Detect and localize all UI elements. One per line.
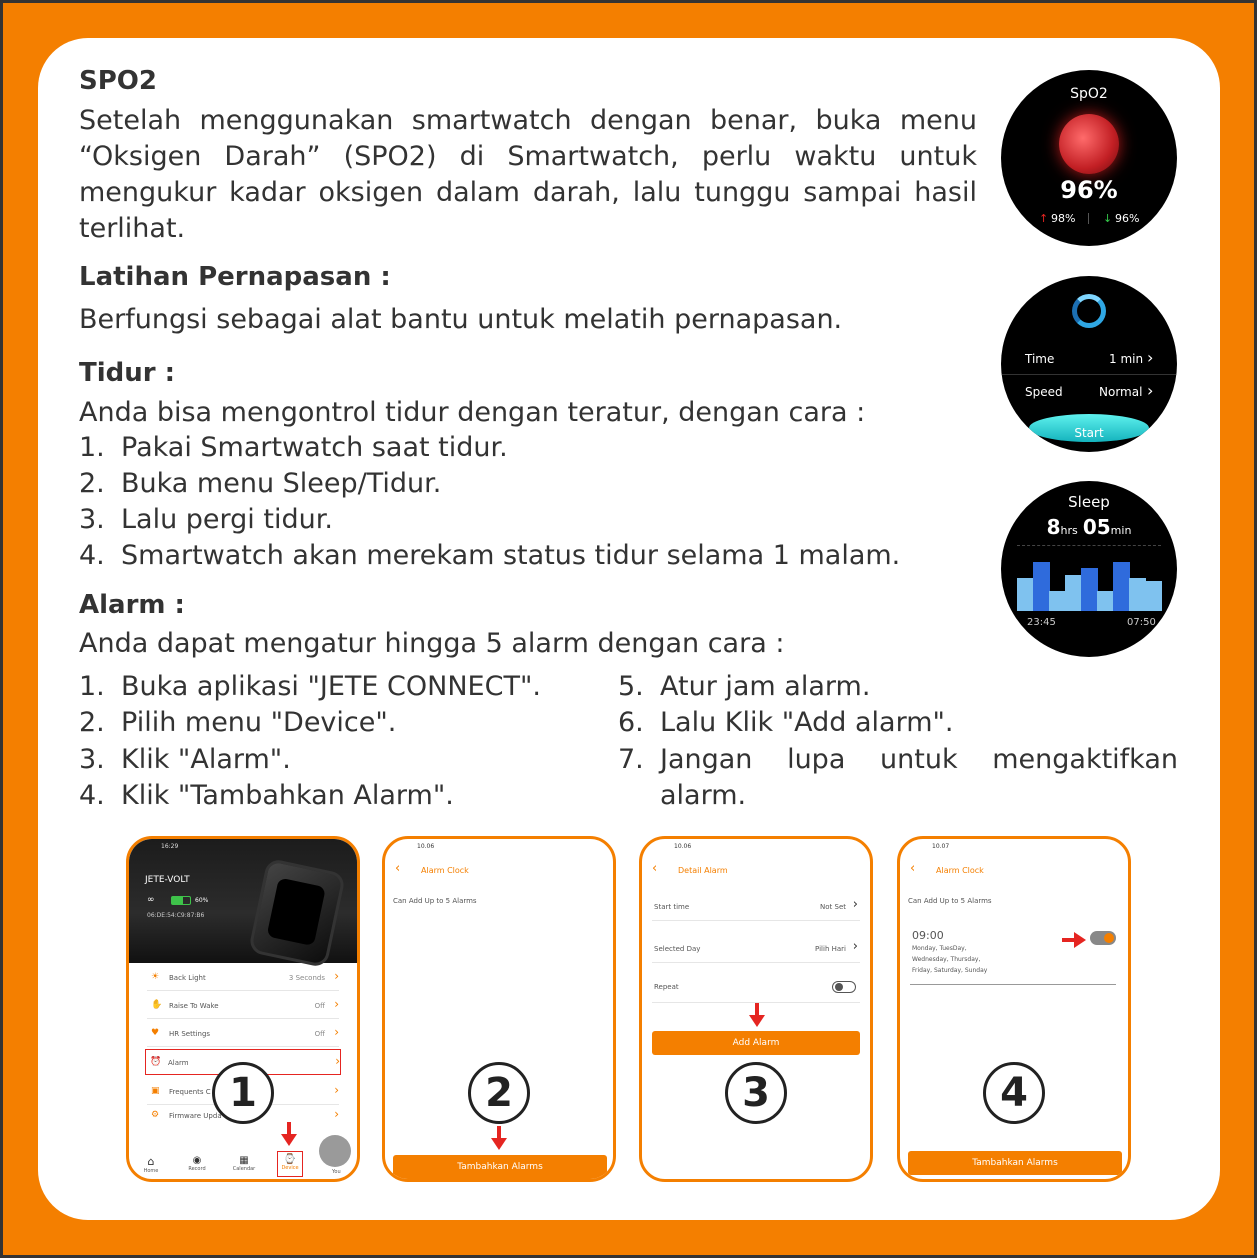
sleep-bar (1129, 578, 1146, 611)
sleep-bar (1065, 575, 1082, 611)
watch-spo2 (1001, 70, 1177, 246)
nav-home[interactable]: ⌂ Home (139, 1155, 163, 1174)
alarm-clock-icon: ⏰ (150, 1057, 162, 1067)
watch-spo2-title: SpO2 (1070, 86, 1108, 102)
alarm-days: Friday, Saturday, Sunday (912, 967, 988, 974)
watch-sleep-title: Sleep (1068, 493, 1110, 511)
watch-spo2-value: 96% (1060, 176, 1118, 204)
link-icon: ∞ (147, 895, 155, 905)
menu-firmware[interactable]: ⚙ Firmware Upda › (151, 1107, 339, 1121)
screen-title: Alarm Clock (936, 866, 984, 875)
menu-hr-settings[interactable]: ♥ HR Settings Off › (147, 1021, 339, 1047)
nav-you: You (332, 1169, 341, 1175)
sleep-start-time: 23:45 (1027, 617, 1056, 628)
sleep-hrs-unit: hrs (1060, 524, 1078, 537)
sleep-bar (1033, 562, 1050, 612)
status-bar: 16:29 (161, 843, 179, 850)
start-time-row[interactable]: Start time Not Set › (652, 895, 860, 921)
calendar-icon: ▦ (239, 1155, 249, 1166)
chevron-right-icon: › (1147, 381, 1154, 400)
arrow-up-icon: ↑ (1039, 212, 1049, 225)
alarm-toggle[interactable] (1090, 931, 1116, 945)
alarm-title: Alarm : (79, 590, 185, 620)
record-icon: ◉ (192, 1155, 202, 1166)
phone-screen-detail-alarm (639, 836, 873, 1182)
divider (1001, 374, 1177, 375)
alarm-days: Monday, TuesDay, (912, 945, 967, 952)
sun-icon: ☀ (151, 972, 160, 982)
watch-icon: ⌚ (283, 1154, 297, 1165)
mac-address: 06:DE:54:C9:87:B6 (147, 912, 205, 919)
sleep-min: 05 (1082, 515, 1111, 539)
nav-calendar[interactable]: ▦ Calendar (232, 1155, 256, 1172)
chevron-right-icon: › (852, 939, 858, 954)
breath-time-label: Time (1025, 352, 1055, 366)
watch-breathing (1001, 276, 1177, 452)
battery-icon (171, 896, 191, 905)
sleep-bar (1049, 591, 1066, 611)
breath-speed-label: Speed (1025, 385, 1063, 399)
arrow-down-indicator (749, 1003, 765, 1027)
arrow-right-indicator (1062, 932, 1088, 948)
breathing-body: Berfungsi sebagai alat bantu untuk melatih pernapasan. (79, 304, 843, 335)
status-bar: 10.06 (417, 843, 435, 850)
heart-icon: ♥ (151, 1028, 160, 1038)
menu-alarm[interactable]: ⏰ Alarm › (145, 1049, 341, 1075)
breath-time-value: 1 min (1109, 352, 1144, 366)
step-number-badge: 4 (983, 1062, 1045, 1124)
sleep-bar (1145, 581, 1162, 611)
screen-title: Detail Alarm (678, 866, 728, 875)
arrow-down-indicator (281, 1122, 297, 1146)
sleep-hrs: 8 (1046, 515, 1061, 539)
step-number-badge: 3 (725, 1062, 787, 1124)
spo2-body: Setelah menggunakan smartwatch dengan benar, buka menu “Oksigen Darah” (SPO2) di Smartwatch, perlu waktu untuk mengukur kadar oksigen dalam darah, lalu tunggu sampai hasil terlihat. (79, 105, 977, 244)
chevron-right-icon: › (334, 1083, 339, 1097)
breath-speed-value: Normal (1099, 385, 1143, 399)
alarm-limit-note: Can Add Up to 5 Alarms (908, 897, 992, 905)
arrow-down-indicator (491, 1126, 507, 1150)
divider (1088, 213, 1089, 224)
alarm-limit-note: Can Add Up to 5 Alarms (393, 897, 477, 905)
list-item-continuation: alarm. (660, 780, 747, 811)
chevron-right-icon: › (334, 1107, 339, 1121)
chevron-right-icon: › (335, 1054, 340, 1068)
add-alarm-button[interactable]: Tambahkan Alarms (393, 1155, 607, 1179)
breathing-icon (1072, 294, 1106, 328)
watch-sleep (1001, 481, 1177, 657)
sleep-chart (1017, 545, 1161, 611)
alarm-time: 09:00 (912, 929, 944, 942)
menu-raise-to-wake[interactable]: ✋ Raise To Wake Off › (147, 993, 339, 1019)
add-alarm-button[interactable]: Tambahkan Alarms (908, 1151, 1122, 1175)
sleep-bar (1113, 562, 1130, 612)
back-chevron-icon[interactable]: ‹ (910, 861, 916, 876)
back-chevron-icon[interactable]: ‹ (395, 861, 401, 876)
breath-start-label: Start (1074, 426, 1104, 440)
back-chevron-icon[interactable]: ‹ (652, 861, 658, 876)
contacts-icon: ▣ (151, 1086, 160, 1096)
blood-cell-icon (1059, 114, 1119, 174)
nav-record[interactable]: ◉ Record (185, 1155, 209, 1172)
spo2-title: SPO2 (79, 66, 157, 96)
home-icon: ⌂ (147, 1155, 155, 1168)
hand-icon: ✋ (151, 1000, 163, 1010)
status-bar: 10.06 (674, 843, 692, 850)
watch-spo2-high: 98% (1051, 212, 1076, 225)
chevron-right-icon: › (1147, 348, 1154, 367)
sleep-title: Tidur : (79, 358, 176, 388)
chevron-right-icon: › (852, 897, 858, 912)
nav-device[interactable]: ⌚ Device (277, 1151, 303, 1177)
avatar[interactable] (319, 1135, 351, 1167)
selected-day-row[interactable]: Selected Day Pilih Hari › (652, 937, 860, 963)
breathing-title: Latihan Pernapasan : (79, 262, 391, 292)
sleep-bar (1097, 591, 1114, 611)
phone-screen-device (126, 836, 360, 1182)
repeat-row: Repeat (652, 977, 860, 1003)
sleep-bar (1017, 578, 1034, 611)
step-number-badge: 1 (212, 1062, 274, 1124)
device-name: JETE-VOLT (145, 875, 190, 885)
menu-back-light[interactable]: ☀ Back Light 3 Seconds › (147, 965, 339, 991)
alarm-days: Wednesday, Thursday, (912, 956, 981, 963)
battery-level: 60% (195, 897, 209, 904)
sleep-min-unit: min (1110, 524, 1132, 537)
repeat-toggle[interactable] (832, 981, 856, 993)
watch-spo2-low: 96% (1115, 212, 1140, 225)
step-number-badge: 2 (468, 1062, 530, 1124)
sleep-duration (1001, 515, 1177, 539)
status-bar: 10.07 (932, 843, 950, 850)
sleep-intro: Anda bisa mengontrol tidur dengan teratur, dengan cara : (79, 397, 866, 428)
chevron-right-icon: › (334, 969, 339, 983)
menu-frequents[interactable]: ▣ Frequents C › (147, 1079, 339, 1105)
chevron-right-icon: › (334, 997, 339, 1011)
chevron-right-icon: › (334, 1025, 339, 1039)
phone-screen-alarm-list (897, 836, 1131, 1182)
alarm-intro: Anda dapat mengatur hingga 5 alarm dengan cara : (79, 628, 785, 659)
arrow-down-icon: ↓ (1103, 212, 1113, 225)
sleep-end-time: 07:50 (1127, 617, 1156, 628)
add-alarm-button[interactable]: Add Alarm (652, 1031, 860, 1055)
firmware-icon: ⚙ (151, 1110, 160, 1120)
screen-title: Alarm Clock (421, 866, 469, 875)
sleep-bar (1081, 568, 1098, 611)
